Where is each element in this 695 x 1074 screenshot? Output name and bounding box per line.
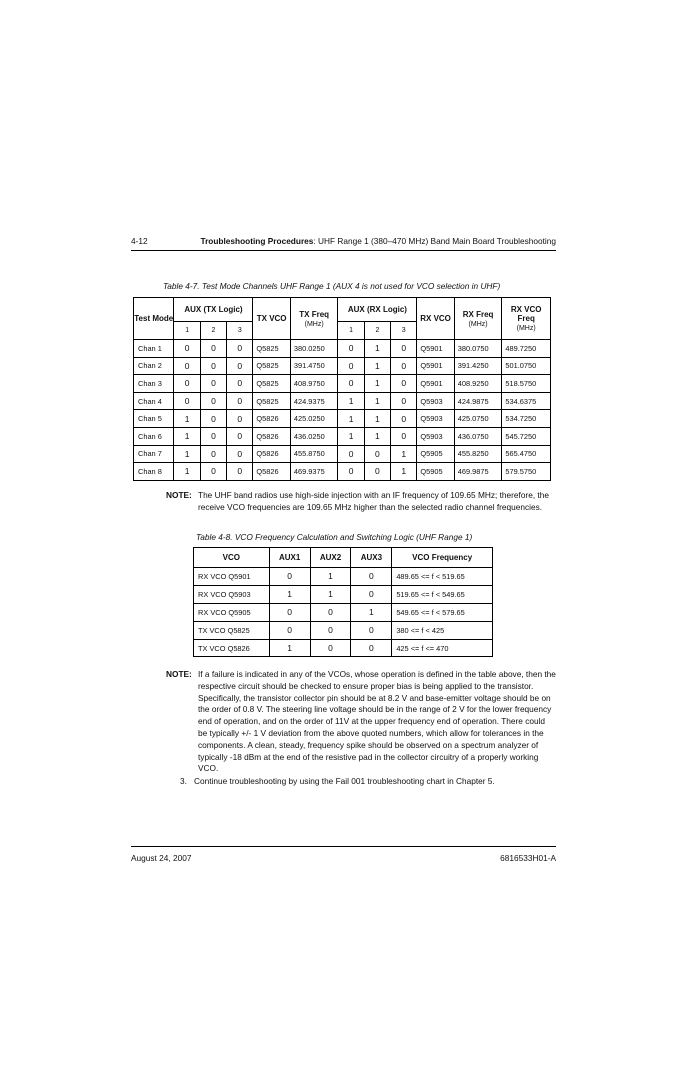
table-row (134, 410, 551, 428)
table-cell: TX VCO Q5825 (194, 621, 270, 639)
table-cell: 0 (269, 568, 310, 586)
note-text: The UHF band radios use high-side injection with an IF frequency of 109.65 MHz; therefore, the receive VCO frequencies are 109.65 MHz higher than the selected radio channel frequencies. (198, 490, 549, 512)
table-cell: 455.8250 (454, 445, 502, 463)
table-cell: 0 (364, 463, 390, 481)
note-vco-failure (166, 669, 556, 775)
col-aux-tx: AUX (TX Logic) (174, 298, 253, 322)
table-cell: 1 (269, 639, 310, 657)
table-cell: 425 <= f <= 470 (392, 639, 493, 657)
table-cell: Q5825 (253, 357, 290, 375)
table-cell: 0 (391, 427, 417, 445)
table-cell: Q5901 (417, 340, 454, 358)
footer-date: August 24, 2007 (131, 853, 192, 863)
table-cell: 425.0750 (454, 410, 502, 428)
table-cell: Chan 5 (134, 410, 174, 428)
col-aux-tx-3: 3 (227, 322, 253, 340)
table-cell: Q5826 (253, 427, 290, 445)
table-cell: 1 (338, 410, 364, 428)
col-rx-vco: RX VCO (417, 298, 454, 340)
table-cell: 391.4250 (454, 357, 502, 375)
table-cell: Chan 1 (134, 340, 174, 358)
table-cell: 0 (338, 340, 364, 358)
table-cell: 0 (269, 621, 310, 639)
table-cell: 1 (310, 585, 351, 603)
col-tx-vco: TX VCO (253, 298, 290, 340)
table-cell: 408.9750 (290, 375, 338, 393)
table-cell: 0 (391, 410, 417, 428)
table-cell: 501.0750 (502, 357, 551, 375)
table-row (194, 603, 493, 621)
table-cell: 0 (391, 375, 417, 393)
page-number: 4-12 (131, 236, 148, 246)
table-cell: 0 (227, 410, 253, 428)
table-cell: 534.7250 (502, 410, 551, 428)
col-aux-rx-3: 3 (391, 322, 417, 340)
table-cell: 0 (310, 621, 351, 639)
vco-frequency-table (193, 547, 493, 657)
table-cell: 1 (364, 375, 390, 393)
col-aux-rx-2: 2 (364, 322, 390, 340)
table-cell: 436.0750 (454, 427, 502, 445)
table-cell: 0 (174, 392, 200, 410)
table-cell: 0 (338, 357, 364, 375)
table-row (134, 375, 551, 393)
table-cell: 380.0250 (290, 340, 338, 358)
table-cell: 0 (351, 621, 392, 639)
table-row (194, 639, 493, 657)
table-cell: 0 (351, 568, 392, 586)
table-cell: 1 (391, 445, 417, 463)
col-vco: VCO (194, 548, 270, 568)
table-cell: 545.7250 (502, 427, 551, 445)
table-cell: Q5901 (417, 375, 454, 393)
col-aux3: AUX3 (351, 548, 392, 568)
table-cell: RX VCO Q5905 (194, 603, 270, 621)
table-cell: 0 (200, 392, 226, 410)
table-cell: 519.65 <= f < 549.65 (392, 585, 493, 603)
table-cell: 380 <= f < 425 (392, 621, 493, 639)
table-cell: Q5905 (417, 463, 454, 481)
table-cell: 1 (391, 463, 417, 481)
table-row (134, 445, 551, 463)
table-cell: 0 (227, 340, 253, 358)
col-test-mode: Test Mode (134, 298, 174, 340)
col-aux-tx-2: 2 (200, 322, 226, 340)
table-cell: 549.65 <= f < 579.65 (392, 603, 493, 621)
table-cell: 1 (364, 427, 390, 445)
table-cell: Chan 7 (134, 445, 174, 463)
table-cell: 534.6375 (502, 392, 551, 410)
table-cell: 518.5750 (502, 375, 551, 393)
table-cell: Chan 8 (134, 463, 174, 481)
table-cell: Chan 6 (134, 427, 174, 445)
table-cell: 0 (227, 445, 253, 463)
header-title-bold: Troubleshooting Procedures (200, 236, 314, 246)
note-label: NOTE: (166, 669, 192, 679)
note-label: NOTE: (166, 490, 192, 500)
col-aux-rx: AUX (RX Logic) (338, 298, 417, 322)
table-cell: 565.4750 (502, 445, 551, 463)
table-cell: 1 (351, 603, 392, 621)
table-cell: 1 (310, 568, 351, 586)
table-cell: 0 (200, 410, 226, 428)
header-rule (131, 250, 556, 251)
table-cell: 0 (200, 340, 226, 358)
table-cell: 1 (338, 392, 364, 410)
table-cell: Q5825 (253, 340, 290, 358)
table-cell: Q5903 (417, 410, 454, 428)
table-cell: 0 (227, 463, 253, 481)
footer-doc-number: 6816533H01-A (500, 853, 556, 863)
table-cell: 424.9375 (290, 392, 338, 410)
table-cell: 0 (227, 375, 253, 393)
table-cell: 1 (174, 410, 200, 428)
table-cell: 1 (364, 357, 390, 375)
table-cell: 0 (200, 357, 226, 375)
table-cell: RX VCO Q5903 (194, 585, 270, 603)
table1-caption: Table 4-7. Test Mode Channels UHF Range 1 (AUX 4 is not used for VCO selection in UHF) (163, 281, 501, 291)
table-cell: 391.4750 (290, 357, 338, 375)
table-row (134, 427, 551, 445)
col-vco-frequency: VCO Frequency (392, 548, 493, 568)
table-cell: Q5901 (417, 357, 454, 375)
col-aux-tx-1: 1 (174, 322, 200, 340)
table-cell: Q5905 (417, 445, 454, 463)
note-text: If a failure is indicated in any of the VCOs, whose operation is defined in the table above, then the respective circuit should be checked to ensure proper bias is being applied to the transistor. Specifically, the transistor collector pin should be at 8.2 V and base-emitter voltage should be on the order of 0.8 V. The steering line voltage should be in the range of 2 V for the lower frequency end of operation, and on the order of 11V at the upper frequency end of operation. There could be typically +/- 1 V deviation from the above quoted numbers, which allow for tolerances in the components. A clean, steady, frequency spike should be observed on a spectrum analyzer of typically -18 dBm at the end of the resistive pad in the collector circuitry of a properly working VCO. (198, 669, 556, 774)
table-cell: Q5826 (253, 445, 290, 463)
col-aux-rx-1: 1 (338, 322, 364, 340)
table-row (134, 392, 551, 410)
table-cell: 0 (227, 392, 253, 410)
table-cell: 1 (364, 392, 390, 410)
col-rx-vco-freq: RX VCO Freq (MHz) (502, 298, 551, 340)
table-cell: 0 (310, 639, 351, 657)
header-title (200, 236, 556, 246)
table-cell: 1 (269, 585, 310, 603)
table-cell: 408.9250 (454, 375, 502, 393)
table-cell: 0 (174, 375, 200, 393)
table-cell: Q5826 (253, 410, 290, 428)
table2-caption: Table 4-8. VCO Frequency Calculation and Switching Logic (UHF Range 1) (196, 532, 473, 542)
col-tx-freq: TX Freq (MHz) (290, 298, 338, 340)
table-cell: Q5903 (417, 427, 454, 445)
table-cell: 1 (338, 427, 364, 445)
table-cell: 0 (338, 375, 364, 393)
table-cell: 469.9875 (454, 463, 502, 481)
table-cell: 0 (174, 340, 200, 358)
table-cell: 0 (391, 340, 417, 358)
table-cell: 0 (351, 639, 392, 657)
step-number: 3. (180, 776, 187, 786)
table-cell: 1 (364, 340, 390, 358)
table-cell: 0 (200, 375, 226, 393)
table-cell: Q5826 (253, 463, 290, 481)
table-row (194, 585, 493, 603)
table-cell: Chan 3 (134, 375, 174, 393)
table-cell: 424.9875 (454, 392, 502, 410)
table-cell: 489.7250 (502, 340, 551, 358)
table-row (134, 340, 551, 358)
step-text: Continue troubleshooting by using the Fail 001 troubleshooting chart in Chapter 5. (194, 776, 495, 786)
table-cell: 0 (338, 445, 364, 463)
table-cell: 425.0250 (290, 410, 338, 428)
col-rx-freq: RX Freq (MHz) (454, 298, 502, 340)
col-aux2: AUX2 (310, 548, 351, 568)
header-title-rest: : UHF Range 1 (380–470 MHz) Band Main Board Troubleshooting (313, 236, 556, 246)
table-cell: Chan 2 (134, 357, 174, 375)
table-cell: 0 (200, 445, 226, 463)
table-cell: 436.0250 (290, 427, 338, 445)
table-cell: 0 (227, 357, 253, 375)
table-cell: 469.9375 (290, 463, 338, 481)
table-cell: 0 (351, 585, 392, 603)
table-row (194, 621, 493, 639)
table-cell: 0 (364, 445, 390, 463)
table-cell: Q5903 (417, 392, 454, 410)
table-cell: 0 (338, 463, 364, 481)
table-row (134, 463, 551, 481)
table-cell: 0 (269, 603, 310, 621)
table-cell: 1 (174, 463, 200, 481)
table-cell: 455.8750 (290, 445, 338, 463)
table-cell: 0 (391, 392, 417, 410)
table-cell: Q5825 (253, 392, 290, 410)
table-cell: 0 (200, 427, 226, 445)
col-aux1: AUX1 (269, 548, 310, 568)
table-cell: 380.0750 (454, 340, 502, 358)
table-cell: 0 (310, 603, 351, 621)
test-mode-channels-table (133, 297, 551, 481)
table-cell: 0 (391, 357, 417, 375)
note-if-frequency (166, 490, 556, 514)
table-cell: Q5825 (253, 375, 290, 393)
table-cell: 489.65 <= f < 519.65 (392, 568, 493, 586)
footer-rule (131, 846, 556, 847)
table-row (134, 357, 551, 375)
table-cell: 1 (364, 410, 390, 428)
table-row (194, 568, 493, 586)
table-cell: 1 (174, 427, 200, 445)
table-cell: 579.5750 (502, 463, 551, 481)
table-cell: 0 (227, 427, 253, 445)
table-cell: 0 (174, 357, 200, 375)
table-cell: RX VCO Q5901 (194, 568, 270, 586)
table-cell: Chan 4 (134, 392, 174, 410)
table-cell: TX VCO Q5826 (194, 639, 270, 657)
table-cell: 1 (174, 445, 200, 463)
table-cell: 0 (200, 463, 226, 481)
